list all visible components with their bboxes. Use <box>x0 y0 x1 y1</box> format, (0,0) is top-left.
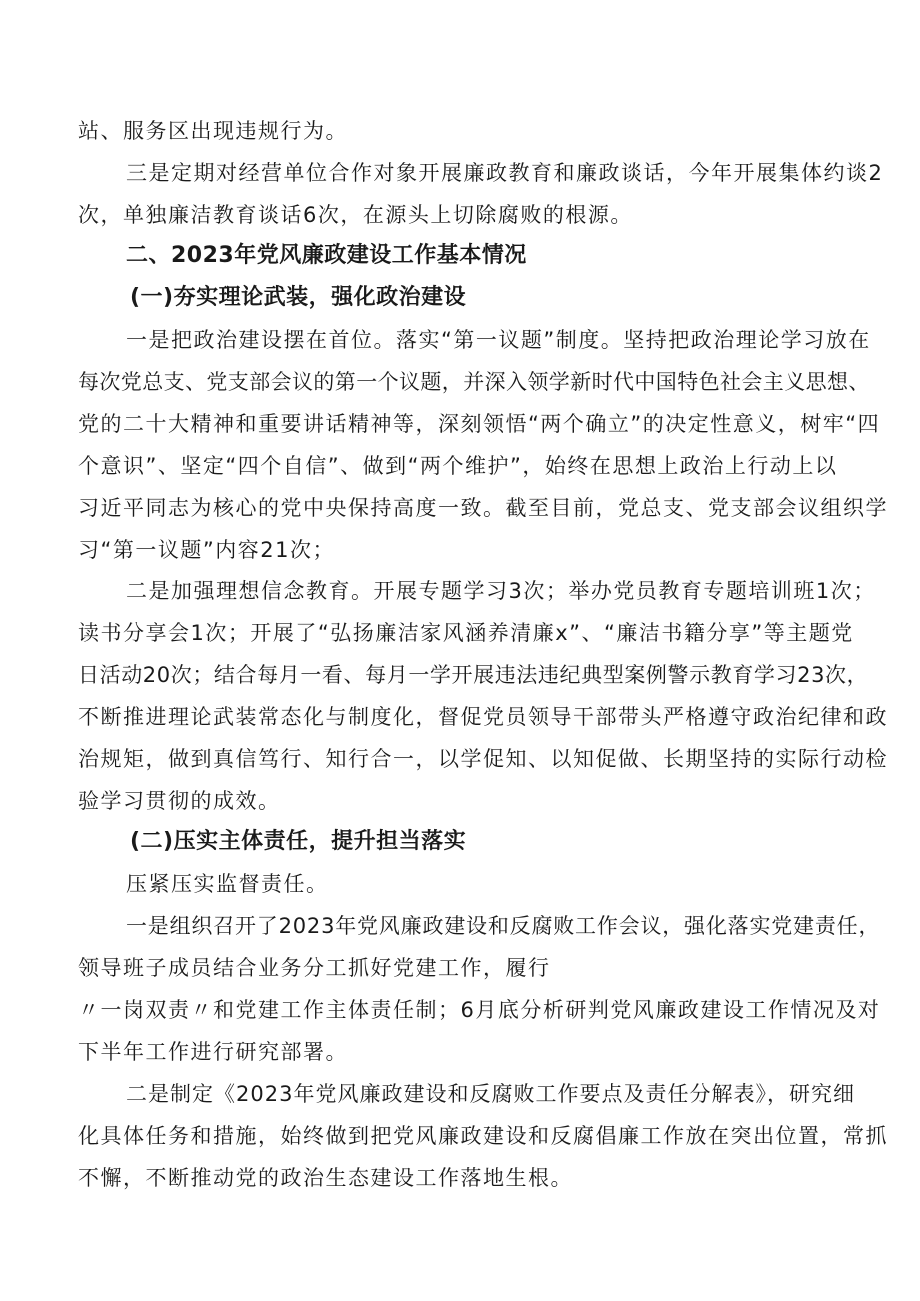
text-line: 每次党总支、党支部会议的第一个议题，并深入领学新时代中国特色社会主义思想、 <box>78 370 870 394</box>
text-line: 二是制定《2023年党风廉政建设和反腐败工作要点及责任分解表》，研究细 <box>126 1082 855 1106</box>
text-line: 一是组织召开了2023年党风廉政建设和反腐败工作会议，强化落实党建责任， <box>126 914 881 938</box>
text-line: 三是定期对经营单位合作对象开展廉政教育和廉政谈话，今年开展集体约谈2 <box>126 161 884 185</box>
text-line: 不懈，不断推动党的政治生态建设工作落地生根。 <box>78 1166 573 1190</box>
text-line: 化具体任务和措施，始终做到把党风廉政建设和反腐倡廉工作放在突出位置，常抓 <box>78 1124 888 1148</box>
text-line: 验学习贯彻的成效。 <box>78 789 281 813</box>
text-line: 党的二十大精神和重要讲话精神等，深刻领悟“两个确立”的决定性意义，树牢“四 <box>78 412 881 436</box>
text-line: 个意识”、坚定“四个自信”、做到“两个维护”，始终在思想上政治上行动上以 <box>78 454 838 478</box>
text-line: 习近平同志为核心的党中央保持高度一致。截至目前，党总支、党支部会议组织学 <box>78 496 888 520</box>
text-line: 次，单独廉洁教育谈话6次，在源头上切除腐败的根源。 <box>78 203 633 227</box>
text-line: 〃一岗双责〃和党建工作主体责任制；6月底分析研判党风廉政建设工作情况及对 <box>78 998 881 1022</box>
text-line: 压紧压实监督责任。 <box>126 872 329 896</box>
text-line: 治规矩，做到真信笃行、知行合一，以学促知、以知促做、长期坚持的实际行动检 <box>78 747 888 771</box>
text-line: 日活动20次；结合每月一看、每月一学开展违法违纪典型案例警示教育学习23次， <box>78 663 869 687</box>
text-line: 领导班子成员结合业务分工抓好党建工作，履行 <box>78 956 551 980</box>
section-heading: 二、2023年党风廉政建设工作基本情况 <box>126 243 527 268</box>
text-line: 读书分享会1次；开展了“弘扬廉洁家风涵养清廉x”、“廉洁书籍分享”等主题党 <box>78 621 854 645</box>
subsection-heading: (一)夯实理论武装，强化政治建设 <box>130 285 467 310</box>
text-line: 下半年工作进行研究部署。 <box>78 1040 348 1064</box>
text-line: 二是加强理想信念教育。开展专题学习3次；举办党员教育专题培训班1次； <box>126 579 876 603</box>
text-line: 一是把政治建设摆在首位。落实“第一议题”制度。坚持把政治理论学习放在 <box>126 328 871 352</box>
text-line: 习“第一议题”内容21次； <box>78 538 335 562</box>
subsection-heading: (二)压实主体责任，提升担当落实 <box>130 829 467 854</box>
text-line: 站、服务区出现违规行为。 <box>78 119 348 143</box>
text-line: 不断推进理论武装常态化与制度化，督促党员领导干部带头严格遵守政治纪律和政 <box>78 705 888 729</box>
